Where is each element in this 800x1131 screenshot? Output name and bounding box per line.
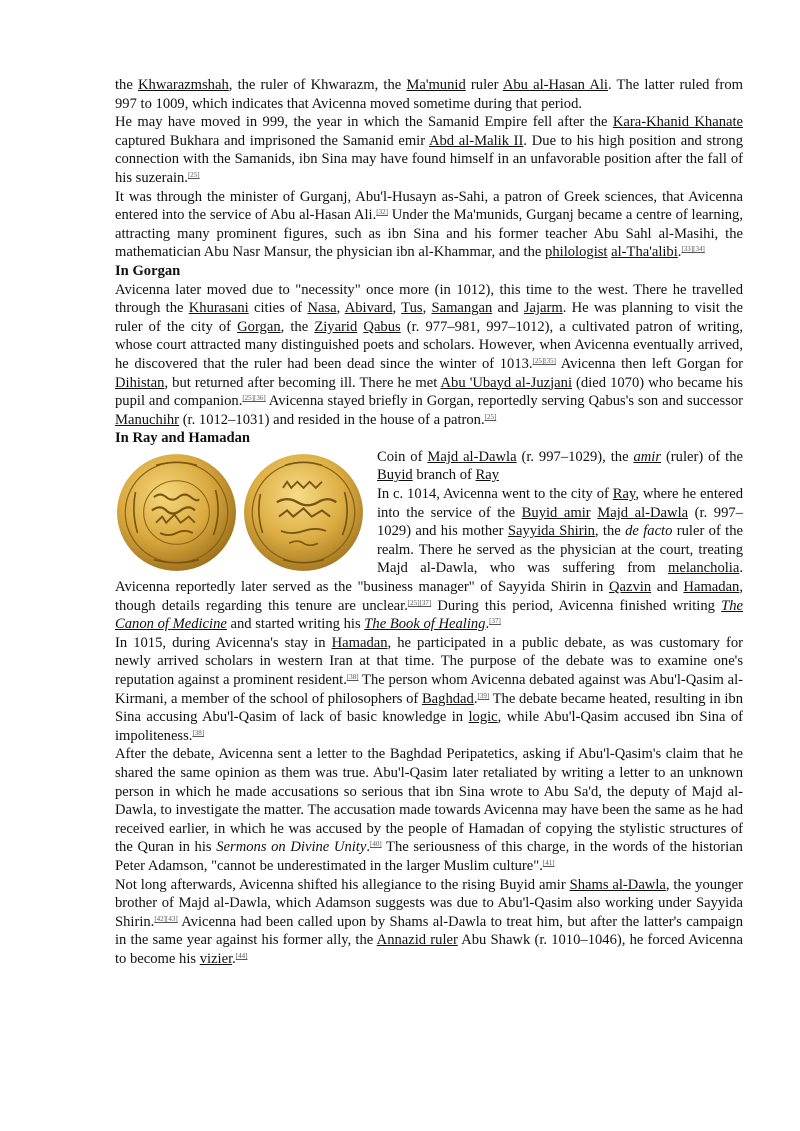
text: , while Abu'l-Qasim accused ibn Sina of impoliteness. bbox=[115, 709, 743, 744]
text: captured Bukhara and imprisoned the Samanid emir bbox=[115, 132, 429, 149]
text: Avicenna had been called upon by Shams al-Dawla to treat him, but after the latter's campaign in the same year against his former ally, the bbox=[115, 913, 743, 949]
citation[interactable]: [32] bbox=[376, 208, 388, 217]
text: branch of bbox=[412, 467, 476, 484]
link-buyid[interactable]: Buyid bbox=[377, 467, 413, 484]
text: . bbox=[677, 244, 682, 261]
text: Abu Shawk (r. 1010–1046), he forced Avicenna to become his bbox=[115, 932, 744, 967]
text: . bbox=[485, 616, 490, 633]
text: , bbox=[422, 300, 432, 317]
text: Coin of bbox=[377, 448, 428, 465]
text: Sermons on Divine Unity bbox=[216, 839, 367, 856]
text: . Avicenna reportedly later served as the "business manager" of Sayyida Shirin in bbox=[115, 560, 743, 596]
paragraph-khwarazm bbox=[115, 76, 743, 113]
text: The seriousness of this charge, in the words of the historian Peter Adamson, "cannot be underestimated in the larger Muslim culture". bbox=[115, 839, 743, 874]
citation[interactable]: [39] bbox=[477, 691, 490, 700]
link-ziyarid[interactable]: Ziyarid bbox=[314, 318, 358, 335]
text: (r. 977–981, 997–1012), a cultivated patron of writing, whose court attracted many distinguished poets and scholars. However, when Avicenna eventually arrived, he discovered that the ruler had been dead since the winter of 1013. bbox=[115, 318, 743, 372]
text: It was through the minister of Gurganj, Abu'l-Husayn as-Sahi, a patron of Greek sciences, that Avicenna entered into the service of Abu al-Hasan Ali. bbox=[115, 188, 743, 224]
paragraph-debate bbox=[115, 634, 743, 746]
link-shams-al-dawla[interactable]: Shams al-Dawla bbox=[569, 876, 666, 893]
text: Avicenna stayed briefly in Gorgan, reportedly serving Qabus's son and successor bbox=[265, 393, 743, 410]
link-khurasani[interactable]: Khurasani bbox=[188, 300, 249, 317]
section-heading-gorgan: In Gorgan bbox=[115, 262, 181, 279]
link-abu-al-hasan-ali[interactable]: Abu al-Hasan Ali bbox=[502, 77, 608, 93]
link-majd-al-dawla[interactable]: Majd al-Dawla bbox=[427, 448, 517, 465]
citation[interactable]: [33] bbox=[681, 245, 694, 254]
link-philologist[interactable]: philologist bbox=[545, 244, 608, 261]
link-mamunid[interactable]: Ma'munid bbox=[406, 77, 466, 93]
link-gorgan[interactable]: Gorgan bbox=[237, 318, 281, 335]
text: (r. 1012–1031) and resided in the house of a patron. bbox=[179, 411, 485, 428]
text: . Due to his high position and strong connection with the Samanids, ibn Sina may have found himself in an unfavorable position after the fall of his suzerain. bbox=[115, 132, 743, 186]
link-buyid-amir[interactable]: Buyid amir bbox=[521, 504, 591, 521]
coin-obverse-image bbox=[115, 451, 238, 574]
link-tus[interactable]: Tus bbox=[401, 300, 423, 317]
text: , though details regarding this tenure are unclear. bbox=[115, 579, 743, 614]
text: , he participated in a public debate, as was customary for newly arrived scholars in western Iran at that time. The purpose of the debate was to examine one's reputation against a prominent resident. bbox=[115, 634, 744, 688]
citation[interactable]: [25] bbox=[532, 356, 545, 365]
text: and started writing his bbox=[226, 616, 365, 633]
coin-reverse-image bbox=[242, 451, 365, 574]
citation[interactable]: [25] bbox=[187, 170, 200, 179]
citation[interactable]: [36] bbox=[254, 394, 266, 403]
coin-image[interactable] bbox=[115, 450, 365, 576]
link-annazid-ruler[interactable]: Annazid ruler bbox=[376, 932, 458, 949]
link-dihistan[interactable]: Dihistan bbox=[115, 374, 165, 391]
text: . bbox=[232, 950, 236, 967]
text: and bbox=[651, 579, 684, 596]
text: . The latter ruled from 997 to 1009, which indicates that Avicenna moved sometime during that period. bbox=[115, 77, 744, 112]
paragraph-gorgan bbox=[115, 281, 743, 430]
citation[interactable]: [25] bbox=[484, 412, 497, 421]
text: . bbox=[473, 690, 478, 707]
citation[interactable]: [44] bbox=[235, 951, 248, 960]
text: In c. 1014, Avicenna went to the city of bbox=[377, 486, 613, 503]
text: The person whom Avicenna debated against was Abu'l-Qasim al-Kirmani, a member of the school of philosophers of bbox=[115, 672, 743, 707]
citation[interactable]: [41] bbox=[542, 858, 555, 867]
link-juzjani[interactable]: Abu 'Ubayd al-Juzjani bbox=[440, 374, 573, 391]
text: (r. 997–1029), the bbox=[516, 448, 634, 465]
link-qazvin[interactable]: Qazvin bbox=[608, 579, 652, 596]
text: , the younger brother of Majd al-Dawla, which Adamson suggests was due to Abu'l-Qasim also working under Sayyida Shirin. bbox=[115, 876, 743, 930]
text: He may have moved in 999, the year in which the Samanid Empire fell after the bbox=[115, 114, 613, 131]
link-ray[interactable]: Ray bbox=[612, 486, 636, 503]
citation[interactable]: [35] bbox=[544, 356, 556, 365]
link-manuchihr[interactable]: Manuchihr bbox=[115, 411, 180, 428]
text: , bbox=[392, 300, 402, 317]
citation[interactable]: [43] bbox=[166, 914, 178, 923]
article-body bbox=[115, 76, 743, 969]
link-abivard[interactable]: Abivard bbox=[344, 300, 393, 317]
link-baghdad[interactable]: Baghdad bbox=[421, 690, 474, 707]
link-hamadan[interactable]: Hamadan bbox=[683, 579, 740, 596]
text: . bbox=[366, 839, 370, 856]
citation[interactable]: [40] bbox=[369, 840, 382, 849]
paragraph-shams-al-dawla bbox=[115, 876, 743, 969]
text: (died 1070) who became his pupil and companion. bbox=[115, 374, 743, 410]
text: (ruler) of the bbox=[661, 448, 744, 465]
link-logic[interactable]: logic bbox=[468, 709, 498, 726]
link-khwarazmshah[interactable]: Khwarazmshah bbox=[137, 77, 229, 93]
text: cities of bbox=[248, 300, 308, 317]
link-abd-al-malik[interactable]: Abd al-Malik II bbox=[428, 132, 524, 149]
link-jajarm[interactable]: Jajarm bbox=[523, 300, 563, 317]
text: the bbox=[115, 77, 138, 93]
text: ruler bbox=[465, 77, 503, 93]
link-sayyida-shirin[interactable]: Sayyida Shirin bbox=[507, 523, 595, 540]
text: Under the Ma'munids, Gurganj became a centre of learning, attracting many prominent figures, such as ibn Sina and his former teacher Abu Sahl al-Masihi, the mathematician Abu Nasr Mansur, the physician ibn al-Khammar, and the bbox=[115, 207, 744, 261]
citation[interactable]: [25] bbox=[242, 394, 255, 403]
link-amir[interactable]: amir bbox=[633, 448, 662, 465]
citation[interactable]: [37] bbox=[489, 617, 501, 626]
link-samangan[interactable]: Samangan bbox=[431, 300, 493, 317]
citation[interactable]: [37] bbox=[419, 598, 432, 607]
text: , but returned after becoming ill. There he met bbox=[164, 374, 441, 391]
text: The debate became heated, resulting in ibn Sina accusing Abu'l-Qasim of lack of basic knowledge in bbox=[115, 690, 743, 726]
text: ruler of the realm. There he served as the physician at the court, treating Majd al-Dawla, who was suffering from bbox=[377, 523, 743, 577]
link-hamadan[interactable]: Hamadan bbox=[331, 634, 388, 651]
link-canon-of-medicine[interactable]: The Canon of Medicine bbox=[115, 597, 743, 633]
link-kara-khanid[interactable]: Kara-Khanid Khanate bbox=[612, 114, 743, 131]
text: Avicenna then left Gorgan for bbox=[555, 355, 743, 372]
text: and bbox=[492, 300, 524, 317]
text: , the bbox=[280, 318, 315, 335]
citation[interactable]: [34] bbox=[693, 245, 705, 254]
link-melancholia[interactable]: melancholia bbox=[668, 560, 740, 577]
citation[interactable]: [42] bbox=[154, 914, 166, 923]
text: Not long afterwards, Avicenna shifted his allegiance to the rising Buyid amir bbox=[115, 876, 570, 893]
link-majd-al-dawla[interactable]: Majd al-Dawla bbox=[597, 504, 689, 521]
paragraph-samanid-fall bbox=[115, 113, 743, 187]
section-heading-ray-hamadan: In Ray and Hamadan bbox=[115, 430, 251, 447]
text: During this period, Avicenna finished writing bbox=[431, 597, 722, 614]
text: , the bbox=[594, 523, 626, 540]
text: After the debate, Avicenna sent a letter to the Baghdad Peripatetics, asking if Abu'l-Qasim's claim that he shared the same opinion as them was true. Abu'l-Qasim later retaliated by writing a letter to an unknown person in which he made accusations so serious that ibn Sina wrote to Abu Sa'd, the deputy of Majd al-Dawla, to investigate the matter. The accusation made towards Avicenna may have been the same as he had received earlier, in which he was accused by the people of Hamadan of copying the stylistic structures of the Quran in his bbox=[115, 746, 743, 856]
citation[interactable]: [38] bbox=[192, 728, 205, 737]
link-nasa[interactable]: Nasa bbox=[307, 300, 337, 317]
text: In 1015, during Avicenna's stay in bbox=[115, 634, 332, 651]
text: Avicenna later moved due to "necessity" once more (in 1012), this time to the west. There he travelled through the bbox=[115, 281, 743, 317]
paragraph-letter bbox=[115, 745, 743, 875]
link-qabus[interactable]: Qabus bbox=[363, 318, 401, 335]
text: de facto bbox=[625, 523, 673, 540]
paragraph-gurganj bbox=[115, 188, 743, 262]
text: , the ruler of Khwarazm, the bbox=[228, 77, 407, 93]
text: (r. 997–1029) and his mother bbox=[377, 504, 743, 540]
text: , bbox=[336, 300, 345, 317]
text: . He was planning to visit the ruler of the city of bbox=[115, 300, 743, 335]
link-vizier[interactable]: vizier bbox=[199, 950, 233, 967]
link-ray[interactable]: Ray bbox=[475, 467, 500, 484]
text: , where he entered into the service of the bbox=[377, 486, 743, 521]
citation[interactable]: [25] bbox=[407, 598, 420, 607]
citation[interactable]: [38] bbox=[346, 673, 359, 681]
link-book-of-healing[interactable]: The Book of Healing bbox=[364, 616, 486, 633]
link-al-thaalibi[interactable]: al-Tha'alibi bbox=[611, 244, 678, 261]
